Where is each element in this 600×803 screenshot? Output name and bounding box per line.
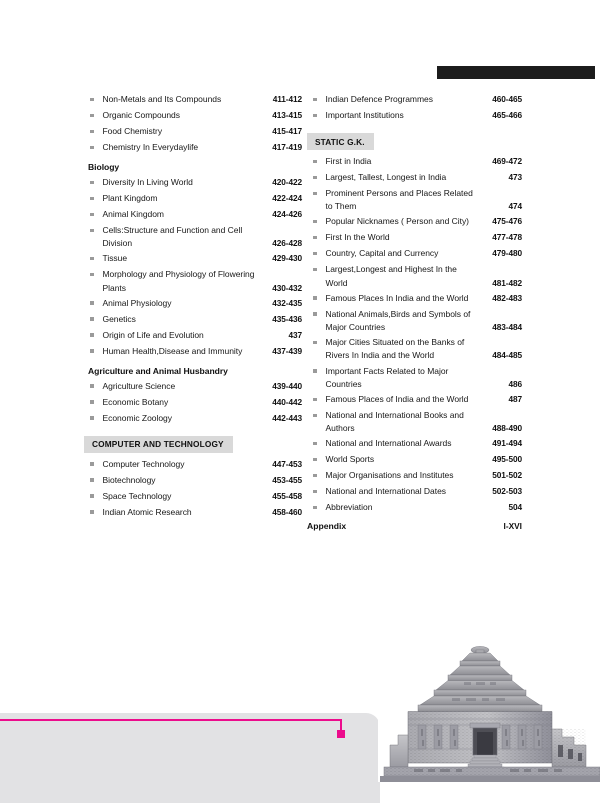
toc-entry[interactable] [307, 436, 522, 451]
toc-entry-pages: 481-482 [492, 277, 522, 288]
toc-entry-title: First in India [325, 156, 372, 166]
bullet-square-icon [90, 400, 94, 404]
toc-entry[interactable] [84, 395, 302, 410]
toc-entry-pages: 491-494 [492, 438, 522, 449]
toc-entry-pages: 487 [508, 394, 522, 405]
bullet-square-icon [90, 494, 94, 498]
toc-right-column [307, 92, 522, 531]
toc-entry-title: Cells:Structure and Function and Cell Division [102, 225, 243, 249]
toc-entry-pages: 429-430 [272, 253, 302, 264]
toc-entry[interactable] [84, 223, 302, 250]
toc-entry[interactable] [307, 364, 522, 391]
toc-entry-pages: 469-472 [492, 156, 522, 166]
accent-square-marker [337, 730, 345, 738]
toc-entry-pages: 420-422 [272, 177, 302, 187]
toc-entry-title: Morphology and Physiology of Flowering Plants [102, 269, 255, 293]
bullet-square-icon [313, 312, 317, 316]
toc-entry-pages: 483-484 [492, 322, 522, 332]
toc-entry-title: National Animals,Birds and Symbols of Major Countries [325, 308, 471, 333]
toc-entry-title: National and International Awards [325, 438, 452, 449]
toc-entry[interactable] [307, 154, 522, 169]
bullet-square-icon [90, 510, 94, 514]
toc-entry-pages: 413-415 [272, 110, 302, 120]
bottom-gray-panel [0, 713, 380, 803]
section-heading-computer-and-technology: COMPUTER AND TECHNOLOGY [84, 436, 233, 453]
bullet-square-icon [313, 506, 317, 510]
bullet-square-icon [90, 273, 94, 277]
toc-entry-title: Major Organisations and Institutes [325, 470, 454, 481]
bullet-square-icon [313, 252, 317, 256]
toc-entry-title: Economic Zoology [102, 412, 172, 423]
toc-entry-title: Famous Places of India and the World [325, 394, 469, 405]
toc-entry[interactable] [307, 170, 522, 185]
toc-entry[interactable] [84, 379, 302, 394]
toc-entry-pages: 426-428 [272, 238, 302, 249]
toc-entry-title: First In the World [325, 232, 390, 243]
toc-entry-title: Largest, Tallest, Longest in India [325, 172, 447, 182]
toc-entry-pages: 475-476 [492, 216, 522, 227]
section-heading-agriculture-and-animal-husbandry: Agriculture and Animal Husbandry [88, 365, 228, 376]
toc-entry-pages: 430-432 [272, 282, 302, 293]
toc-entry[interactable] [307, 392, 522, 407]
toc-entry[interactable] [307, 214, 522, 229]
toc-entry-title: Organic Compounds [102, 110, 180, 120]
toc-entry-title: Economic Botany [102, 396, 169, 407]
bullet-square-icon [90, 349, 94, 353]
toc-entry-pages: 504 [508, 502, 522, 513]
toc-entry-title: Largest,Longest and Highest In the World [325, 264, 457, 288]
toc-entry-title: Important Facts Related to Major Countries [325, 365, 449, 389]
toc-entry-title: Major Cities Situated on the Banks of Rivers In India and the World [325, 337, 465, 361]
toc-entry-pages: 458-460 [272, 506, 302, 517]
header-black-bar [437, 66, 595, 79]
toc-entry-title: Plant Kingdom [102, 193, 158, 203]
toc-entry[interactable] [84, 505, 302, 520]
toc-entry-pages: 486 [508, 378, 522, 389]
bullet-square-icon [313, 341, 317, 345]
bullet-square-icon [90, 257, 94, 261]
toc-entry[interactable] [307, 108, 522, 123]
toc-entry-pages: 465-466 [492, 110, 522, 120]
toc-entry-title: Famous Places In India and the World [325, 292, 469, 303]
toc-entry-pages: 435-436 [272, 313, 302, 324]
toc-entry-title: Origin of Life and Evolution [102, 329, 204, 340]
toc-entry-title: Diversity In Living World [102, 177, 193, 187]
toc-entry-title: Computer Technology [102, 458, 185, 469]
bullet-square-icon [90, 130, 94, 134]
toc-entry[interactable] [84, 251, 302, 266]
toc-entry-title: Abbreviation [325, 502, 373, 513]
toc-entry-pages: 482-483 [492, 292, 522, 303]
toc-entry-title: Human Health,Disease and Immunity [102, 345, 243, 356]
toc-entry[interactable] [307, 262, 522, 289]
toc-entry-pages: 484-485 [492, 350, 522, 361]
toc-entry[interactable] [307, 468, 522, 483]
toc-entry-title: Indian Atomic Research [102, 506, 192, 517]
toc-entry[interactable] [307, 92, 522, 107]
toc-entry[interactable] [307, 291, 522, 306]
accent-rule-horizontal [0, 719, 342, 721]
toc-entry-title: Indian Defence Programmes [325, 94, 433, 104]
toc-entry[interactable] [84, 175, 302, 190]
bullet-square-icon [90, 229, 94, 233]
toc-entry-pages: 442-443 [272, 412, 302, 423]
bullet-square-icon [313, 192, 317, 196]
toc-entry-pages: 479-480 [492, 248, 522, 259]
toc-entry-pages: 432-435 [272, 297, 302, 308]
section-heading-static-g-k: STATIC G.K. [307, 133, 374, 150]
toc-entry[interactable] [84, 473, 302, 488]
toc-entry-pages: 495-500 [492, 454, 522, 465]
toc-entry-pages: 440-442 [272, 396, 302, 407]
bullet-square-icon [90, 98, 94, 102]
toc-entry-title: Important Institutions [325, 110, 404, 120]
toc-entry-pages: 424-426 [272, 209, 302, 219]
toc-entry-title: Genetics [102, 313, 136, 324]
toc-entry[interactable] [84, 140, 302, 155]
toc-entry[interactable] [84, 328, 302, 343]
toc-entry-pages: 453-455 [272, 474, 302, 485]
toc-entry[interactable] [307, 452, 522, 467]
toc-entry[interactable] [84, 411, 302, 426]
toc-entry[interactable] [307, 230, 522, 245]
toc-entry-title: Biotechnology [102, 474, 156, 485]
toc-entry[interactable] [307, 335, 522, 362]
bullet-square-icon [90, 181, 94, 185]
bullet-square-icon [313, 114, 317, 118]
toc-entry-pages: 473 [508, 172, 522, 182]
bullet-square-icon [90, 478, 94, 482]
toc-entry-title: Animal Physiology [102, 297, 172, 308]
bullet-square-icon [90, 146, 94, 150]
bullet-square-icon [313, 490, 317, 494]
toc-entry[interactable] [307, 307, 522, 334]
bullet-square-icon [313, 160, 317, 164]
toc-entry-title: Non-Metals and Its Compounds [102, 94, 222, 104]
toc-entry-title: Prominent Persons and Places Related to Them [325, 188, 473, 212]
bullet-square-icon [313, 458, 317, 462]
bullet-square-icon [313, 236, 317, 240]
toc-entry-pages: 415-417 [272, 126, 302, 136]
bullet-square-icon [313, 296, 317, 300]
bullet-square-icon [313, 474, 317, 478]
toc-entry-pages: 502-503 [492, 486, 522, 497]
toc-entry-title: Agriculture Science [102, 380, 176, 391]
toc-entry-pages: 488-490 [492, 423, 522, 434]
bullet-square-icon [90, 462, 94, 466]
toc-entry-title: National and International Dates [325, 486, 446, 497]
toc-entry[interactable] [84, 296, 302, 311]
toc-entry[interactable] [84, 124, 302, 139]
konark-sun-temple-photo [378, 645, 600, 782]
toc-entry-pages: 455-458 [272, 490, 302, 501]
toc-entry[interactable] [307, 484, 522, 499]
toc-entry-pages: 474 [508, 201, 522, 212]
toc-entry-title: Space Technology [102, 490, 172, 501]
toc-entry-pages: 501-502 [492, 470, 522, 481]
toc-entry-pages: 437-439 [272, 345, 302, 356]
toc-appendix-label: Appendix [307, 521, 347, 532]
bullet-square-icon [90, 197, 94, 201]
toc-entry-pages: 411-412 [272, 94, 302, 104]
toc-entry-pages: 460-465 [492, 94, 522, 104]
toc-entry[interactable] [307, 408, 522, 435]
toc-entry-title: Country, Capital and Currency [325, 248, 439, 259]
toc-entry-title: Food Chemistry [102, 126, 163, 136]
bullet-square-icon [313, 176, 317, 180]
toc-entry-title: Chemistry In Everydaylife [102, 142, 199, 152]
toc-entry[interactable] [84, 92, 302, 107]
toc-entry-pages: 439-440 [272, 380, 302, 391]
bullet-square-icon [90, 301, 94, 305]
bullet-square-icon [90, 333, 94, 337]
bullet-square-icon [90, 114, 94, 118]
toc-entry[interactable] [84, 267, 302, 294]
toc-entry-pages: 422-424 [272, 193, 302, 203]
toc-entry[interactable] [84, 207, 302, 222]
toc-appendix-row[interactable] [307, 521, 522, 531]
bullet-square-icon [313, 398, 317, 402]
toc-entry-title: Popular Nicknames ( Person and City) [325, 216, 469, 227]
toc-entry[interactable] [307, 246, 522, 261]
bullet-square-icon [313, 268, 317, 272]
toc-entry-title: Tissue [102, 253, 128, 264]
toc-entry[interactable] [84, 312, 302, 327]
toc-left-column [84, 92, 302, 521]
toc-entry[interactable] [84, 489, 302, 504]
toc-entry[interactable] [84, 108, 302, 123]
toc-entry-title: World Sports [325, 454, 375, 465]
toc-entry[interactable] [84, 191, 302, 206]
bullet-square-icon [313, 98, 317, 102]
toc-entry-title: National and International Books and Authors [325, 410, 464, 434]
toc-entry[interactable] [84, 457, 302, 472]
toc-entry[interactable] [307, 186, 522, 213]
toc-entry-pages: 447-453 [272, 458, 302, 469]
toc-appendix-pages: I-XVI [503, 521, 522, 532]
bullet-square-icon [313, 442, 317, 446]
bullet-square-icon [313, 220, 317, 224]
toc-entry-pages: 417-419 [272, 142, 302, 152]
section-heading-biology: Biology [88, 162, 120, 172]
toc-entry-pages: 477-478 [492, 232, 522, 243]
bullet-square-icon [90, 317, 94, 321]
bullet-square-icon [313, 414, 317, 418]
toc-entry-pages: 437 [288, 329, 302, 340]
toc-entry-title: Animal Kingdom [102, 209, 164, 219]
bullet-square-icon [90, 213, 94, 217]
toc-entry[interactable] [307, 500, 522, 515]
bullet-square-icon [90, 384, 94, 388]
bullet-square-icon [313, 369, 317, 373]
toc-entry[interactable] [84, 344, 302, 359]
bullet-square-icon [90, 416, 94, 420]
